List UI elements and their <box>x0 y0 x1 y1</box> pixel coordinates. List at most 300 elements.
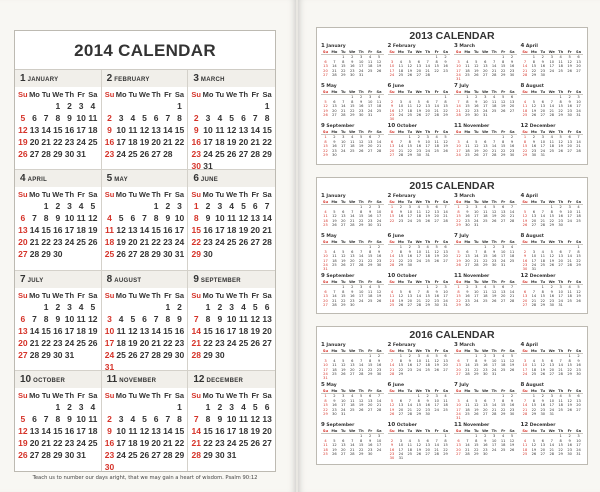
weekday-label: Th <box>558 389 564 393</box>
day-cell: 11 <box>367 289 373 294</box>
day-cell: 6 <box>264 401 270 412</box>
weekday-label: Th <box>491 130 497 134</box>
day-cell: 22 <box>443 447 448 452</box>
day-cell: 27 <box>29 149 40 159</box>
weekday-label: We <box>482 280 489 284</box>
day-cell: 27 <box>349 263 355 268</box>
day-cell: 8 <box>457 289 460 294</box>
day-cell: 12 <box>522 214 528 219</box>
weekday-label: Su <box>455 280 462 284</box>
weekday-label: Fr <box>251 190 260 200</box>
day-cell: 25 <box>465 412 470 417</box>
day-cell: 18 <box>416 214 422 219</box>
day-cell: 18 <box>558 64 563 69</box>
day-cell: 9 <box>484 438 487 443</box>
weekday-label: Sa <box>376 240 382 244</box>
day-cell: 1 <box>577 245 580 250</box>
day-grid <box>102 100 188 161</box>
day-cell: 2 <box>523 249 527 254</box>
day-cell: 24 <box>425 148 430 153</box>
day-cell: 15 <box>389 214 395 219</box>
day-cell: 8 <box>342 289 345 294</box>
day-grid <box>321 55 384 77</box>
day-cell: 25 <box>465 73 470 78</box>
day-cell: 22 <box>549 218 555 223</box>
day-cell: 5 <box>523 209 527 214</box>
day-cell: 5 <box>435 245 438 250</box>
day-cell: 20 <box>531 218 537 223</box>
day-cell: 24 <box>323 263 328 268</box>
empty-cell <box>17 402 29 413</box>
day-cell: 1 <box>523 135 527 140</box>
month-number: 8 <box>106 273 113 285</box>
day-cell: 28 <box>425 73 430 78</box>
day-cell: 11 <box>88 113 98 123</box>
month-name: OCTOBER <box>33 377 66 384</box>
day-cell: 10 <box>558 289 563 294</box>
day-cell: 26 <box>456 263 461 268</box>
day-cell: 14 <box>425 64 430 69</box>
empty-cell <box>214 101 226 112</box>
day-cell: 3 <box>457 59 460 64</box>
weekday-label: Tu <box>407 280 413 284</box>
day-cell: 28 <box>398 153 404 158</box>
day-cell: 1 <box>324 135 327 140</box>
day-cell: 13 <box>482 403 488 408</box>
day-cell: 3 <box>523 358 527 363</box>
day-cell: 24 <box>500 258 506 263</box>
day-cell: 7 <box>408 398 411 403</box>
month-name: DECEMBER <box>206 377 244 384</box>
day-cell: 2 <box>408 245 411 250</box>
weekday-label: Su <box>455 130 462 134</box>
day-cell: 2 <box>55 301 61 312</box>
weekday-label: Su <box>322 50 329 54</box>
day-cell: 6 <box>32 113 37 123</box>
day-cell: 11 <box>398 64 404 69</box>
day-cell: 11 <box>491 99 497 104</box>
day-cell: 27 <box>540 113 546 118</box>
day-cell: 18 <box>332 258 337 263</box>
day-cell: 23 <box>576 367 581 372</box>
day-cell: 2 <box>193 113 199 123</box>
weekday-label: Th <box>558 130 564 134</box>
day-grid <box>388 285 451 307</box>
day-cell: 25 <box>407 113 413 118</box>
day-cell: 10 <box>474 289 479 294</box>
day-cell: 3 <box>541 135 544 140</box>
day-cell: 20 <box>576 64 581 69</box>
day-cell: 3 <box>444 285 447 290</box>
day-cell: 17 <box>215 225 225 236</box>
day-cell: 10 <box>416 358 422 363</box>
day-cell: 17 <box>64 225 75 236</box>
day-cell: 16 <box>443 64 448 69</box>
day-cell: 3 <box>360 285 363 290</box>
day-cell: 6 <box>417 59 420 64</box>
weekday-label: Tu <box>407 429 413 433</box>
day-cell: 4 <box>532 358 536 363</box>
day-cell: 12 <box>250 313 260 324</box>
day-cell: 5 <box>241 201 246 212</box>
day-cell: 16 <box>389 447 395 452</box>
weekday-label: Mo <box>115 290 127 300</box>
weekday-label: Fr <box>567 200 572 204</box>
day-cell: 13 <box>367 398 373 403</box>
day-cell: 23 <box>567 447 572 452</box>
day-cell: 22 <box>398 258 404 263</box>
empty-cell <box>150 101 162 112</box>
day-cell: 28 <box>29 249 40 260</box>
day-cell: 1 <box>342 285 345 290</box>
weekday-label: Mo <box>530 200 537 204</box>
day-cell: 22 <box>358 447 364 452</box>
day-cell: 17 <box>76 125 86 135</box>
day-cell: 25 <box>531 372 537 377</box>
small-month <box>519 233 586 273</box>
day-cell: 23 <box>416 148 422 153</box>
weekday-label: Mo <box>397 130 404 134</box>
weekday-label: Sa <box>174 290 185 300</box>
day-cell: 26 <box>341 263 346 268</box>
day-cell: 18 <box>531 367 537 372</box>
month-name: May <box>326 234 337 239</box>
month-name: February <box>392 44 416 49</box>
weekday-label: Tu <box>474 50 479 54</box>
weekday-label: Th <box>558 50 564 54</box>
day-cell: 2 <box>67 101 72 111</box>
day-cell: 14 <box>509 289 515 294</box>
day-cell: 20 <box>482 68 488 73</box>
weekday-label: Fr <box>501 280 506 284</box>
day-cell: 21 <box>139 237 150 248</box>
day-cell: 15 <box>500 144 506 149</box>
day-cell: 27 <box>128 249 138 260</box>
weekday-label: Tu <box>407 389 413 393</box>
day-cell: 19 <box>376 64 382 69</box>
weekday-label: Sa <box>376 200 382 204</box>
day-cell: 3 <box>377 434 381 439</box>
day-cell: 31 <box>425 153 430 158</box>
empty-cell <box>202 101 214 112</box>
day-cell: 23 <box>389 452 395 457</box>
day-cell: 6 <box>484 398 487 403</box>
day-cell: 1 <box>55 101 61 111</box>
day-cell: 18 <box>500 363 506 368</box>
day-cell: 13 <box>456 363 461 368</box>
day-cell: 18 <box>540 258 546 263</box>
day-cell: 3 <box>417 354 420 359</box>
day-cell: 26 <box>139 449 150 460</box>
weekday-label: Tu <box>341 90 346 94</box>
day-cell: 27 <box>349 372 355 377</box>
day-grid <box>521 354 584 376</box>
day-cell: 10 <box>456 403 461 408</box>
day-cell: 2 <box>399 205 403 210</box>
day-cell: 10 <box>116 425 126 436</box>
day-cell: 3 <box>342 394 345 399</box>
day-cell: 13 <box>425 443 430 448</box>
day-cell: 9 <box>193 125 199 135</box>
weekday-label: Su <box>104 290 115 300</box>
day-cell: 14 <box>389 363 395 368</box>
weekday-label: Sa <box>376 130 382 134</box>
day-cell: 18 <box>522 108 528 113</box>
day-cell: 3 <box>390 59 394 64</box>
day-cell: 27 <box>443 258 448 263</box>
day-grid <box>521 434 584 456</box>
day-cell: 11 <box>549 139 555 144</box>
weekday-label: Tu <box>540 389 546 393</box>
day-cell: 4 <box>426 245 429 250</box>
small-month <box>519 422 586 462</box>
day-cell: 15 <box>367 363 373 368</box>
day-cell: 29 <box>465 113 470 118</box>
day-cell: 30 <box>567 113 572 118</box>
day-cell: 29 <box>367 263 373 268</box>
weekday-label: Sa <box>576 349 582 353</box>
day-cell: 23 <box>203 237 213 248</box>
day-cell: 14 <box>163 425 173 436</box>
day-cell: 24 <box>531 263 537 268</box>
day-cell: 11 <box>465 403 470 408</box>
small-month <box>319 342 386 382</box>
day-cell: 6 <box>351 358 354 363</box>
day-cell: 16 <box>465 214 470 219</box>
day-grid <box>521 135 584 157</box>
weekday-label: Tu <box>341 349 346 353</box>
day-cell: 22 <box>341 68 346 73</box>
day-cell: 13 <box>349 363 355 368</box>
month-header <box>188 70 275 87</box>
weekday-label: Tu <box>474 389 479 393</box>
day-cell: 5 <box>475 139 478 144</box>
day-cell: 16 <box>407 363 413 368</box>
day-cell: 17 <box>174 225 185 236</box>
day-cell: 7 <box>390 358 394 363</box>
small-month-header <box>321 233 384 240</box>
day-cell: 17 <box>323 258 328 263</box>
day-cell: 19 <box>434 363 439 368</box>
day-grid <box>321 434 384 456</box>
day-cell: 26 <box>376 298 382 303</box>
weekday-label: Su <box>191 190 202 200</box>
day-cell: 10 <box>398 443 404 448</box>
weekday-label: We <box>349 200 356 204</box>
weekday-label: Tu <box>341 280 346 284</box>
weekday-label: Tu <box>341 130 346 134</box>
day-cell: 23 <box>540 407 546 412</box>
day-cell: 9 <box>559 209 562 214</box>
empty-cell <box>115 201 127 212</box>
day-cell: 27 <box>558 263 563 268</box>
day-cell: 8 <box>368 249 372 254</box>
month-header <box>188 271 275 288</box>
day-cell: 24 <box>104 349 115 360</box>
day-cell: 20 <box>509 104 515 109</box>
day-cell: 8 <box>501 59 505 64</box>
day-cell: 1 <box>550 205 553 210</box>
day-cell: 17 <box>434 403 439 408</box>
day-cell: 14 <box>341 104 346 109</box>
day-grid <box>188 301 275 362</box>
weekday-label: Mo <box>464 200 471 204</box>
day-cell: 7 <box>475 249 478 254</box>
day-cell: 5 <box>90 301 96 312</box>
month-name: March <box>459 44 476 49</box>
day-cell: 1 <box>399 245 403 250</box>
weekday-label: Mo <box>115 190 127 200</box>
month-number: 4 <box>520 193 525 199</box>
day-cell: 4 <box>324 209 327 214</box>
day-cell: 25 <box>349 407 355 412</box>
weekday-label: Tu <box>407 130 413 134</box>
day-cell: 16 <box>349 64 355 69</box>
day-cell: 10 <box>576 99 581 104</box>
weekday-label: Sa <box>443 90 449 94</box>
day-cell: 14 <box>398 144 404 149</box>
day-grid <box>521 245 584 271</box>
weekday-label: Th <box>491 349 497 353</box>
weekday-label: Tu <box>215 290 225 300</box>
day-cell: 24 <box>474 298 479 303</box>
day-cell: 21 <box>531 298 537 303</box>
day-cell: 11 <box>558 59 563 64</box>
day-cell: 14 <box>151 325 161 336</box>
day-cell: 22 <box>367 367 373 372</box>
day-cell: 12 <box>500 99 506 104</box>
day-cell: 31 <box>203 161 213 171</box>
day-cell: 15 <box>41 225 51 236</box>
month-name: May <box>326 84 337 89</box>
weekday-label: Su <box>455 389 462 393</box>
day-cell: 2 <box>360 95 363 100</box>
day-cell: 30 <box>163 249 173 260</box>
day-grid <box>521 95 584 117</box>
month-header <box>15 70 101 87</box>
day-cell: 15 <box>531 403 537 408</box>
day-cell: 6 <box>20 313 26 324</box>
day-cell: 30 <box>549 303 555 308</box>
day-cell: 28 <box>376 407 382 412</box>
day-cell: 27 <box>425 452 430 457</box>
weekday-label: Tu <box>474 429 479 433</box>
day-cell: 12 <box>139 125 150 135</box>
day-cell: 7 <box>510 285 514 290</box>
day-cell: 25 <box>398 73 404 78</box>
day-cell: 22 <box>151 237 161 248</box>
day-cell: 5 <box>475 59 478 64</box>
weekday-row <box>15 288 101 301</box>
day-cell: 4 <box>501 434 505 439</box>
day-cell: 5 <box>20 413 26 424</box>
day-cell: 23 <box>398 218 404 223</box>
day-cell: 12 <box>341 363 346 368</box>
day-cell: 25 <box>332 263 337 268</box>
small-month-header <box>521 382 584 389</box>
weekday-label: Fr <box>368 240 373 244</box>
day-cell: 13 <box>323 294 328 299</box>
day-cell: 16 <box>53 325 63 336</box>
day-cell: 16 <box>407 254 413 259</box>
day-cell: 20 <box>151 437 161 448</box>
day-cell: 24 <box>64 337 75 348</box>
day-cell: 30 <box>407 263 413 268</box>
day-cell: 3 <box>501 245 505 250</box>
day-cell: 14 <box>474 254 479 259</box>
day-cell: 30 <box>482 452 488 457</box>
day-cell: 25 <box>500 367 506 372</box>
small-month <box>452 43 519 83</box>
weekday-label: Th <box>64 90 75 99</box>
weekday-label: Fr <box>434 50 439 54</box>
month-name: January <box>326 44 346 49</box>
day-cell: 6 <box>426 99 429 104</box>
month-number: 1 <box>321 43 325 49</box>
day-cell: 31 <box>367 113 373 118</box>
day-cell: 5 <box>360 135 363 140</box>
weekday-label: Sa <box>509 200 515 204</box>
day-cell: 29 <box>367 372 373 377</box>
day-cell: 1 <box>153 201 159 212</box>
day-cell: 19 <box>18 137 28 147</box>
day-cell: 23 <box>509 407 515 412</box>
weekday-label: Su <box>104 190 115 200</box>
small-month <box>519 123 586 163</box>
day-cell: 1 <box>532 55 536 60</box>
empty-cell <box>127 402 139 413</box>
day-cell: 27 <box>323 73 328 78</box>
day-cell: 15 <box>425 294 430 299</box>
day-cell: 5 <box>510 434 514 439</box>
day-cell: 8 <box>408 139 411 144</box>
day-cell: 2 <box>568 434 571 439</box>
small-month-header <box>521 273 584 280</box>
day-cell: 28 <box>151 349 161 360</box>
day-cell: 14 <box>522 64 528 69</box>
day-cell: 27 <box>576 407 581 412</box>
day-cell: 9 <box>532 139 536 144</box>
day-cell: 23 <box>491 258 497 263</box>
day-cell: 11 <box>522 443 528 448</box>
weekday-label: Sa <box>576 50 582 54</box>
day-cell: 21 <box>576 144 581 149</box>
weekday-label: Th <box>425 349 431 353</box>
weekday-label: Mo <box>530 429 537 433</box>
day-cell: 4 <box>408 99 411 104</box>
day-cell: 1 <box>408 135 411 140</box>
weekday-label: Fr <box>567 240 572 244</box>
weekday-label: Mo <box>331 429 338 433</box>
day-cell: 29 <box>522 153 528 158</box>
day-cell: 31 <box>376 223 382 228</box>
weekday-label: Su <box>389 389 395 393</box>
month-number: 5 <box>321 83 325 89</box>
day-cell: 15 <box>500 64 506 69</box>
month-number: 11 <box>106 373 118 385</box>
day-cell: 11 <box>227 213 237 224</box>
day-cell: 15 <box>163 325 173 336</box>
day-cell: 2 <box>568 95 571 100</box>
day-cell: 7 <box>193 313 199 324</box>
day-cell: 28 <box>341 113 346 118</box>
day-cell: 4 <box>333 358 336 363</box>
day-cell: 5 <box>426 205 429 210</box>
weekday-label: Fr <box>434 349 439 353</box>
day-cell: 7 <box>493 139 496 144</box>
day-cell: 7 <box>43 113 49 123</box>
day-cell: 23 <box>482 447 488 452</box>
